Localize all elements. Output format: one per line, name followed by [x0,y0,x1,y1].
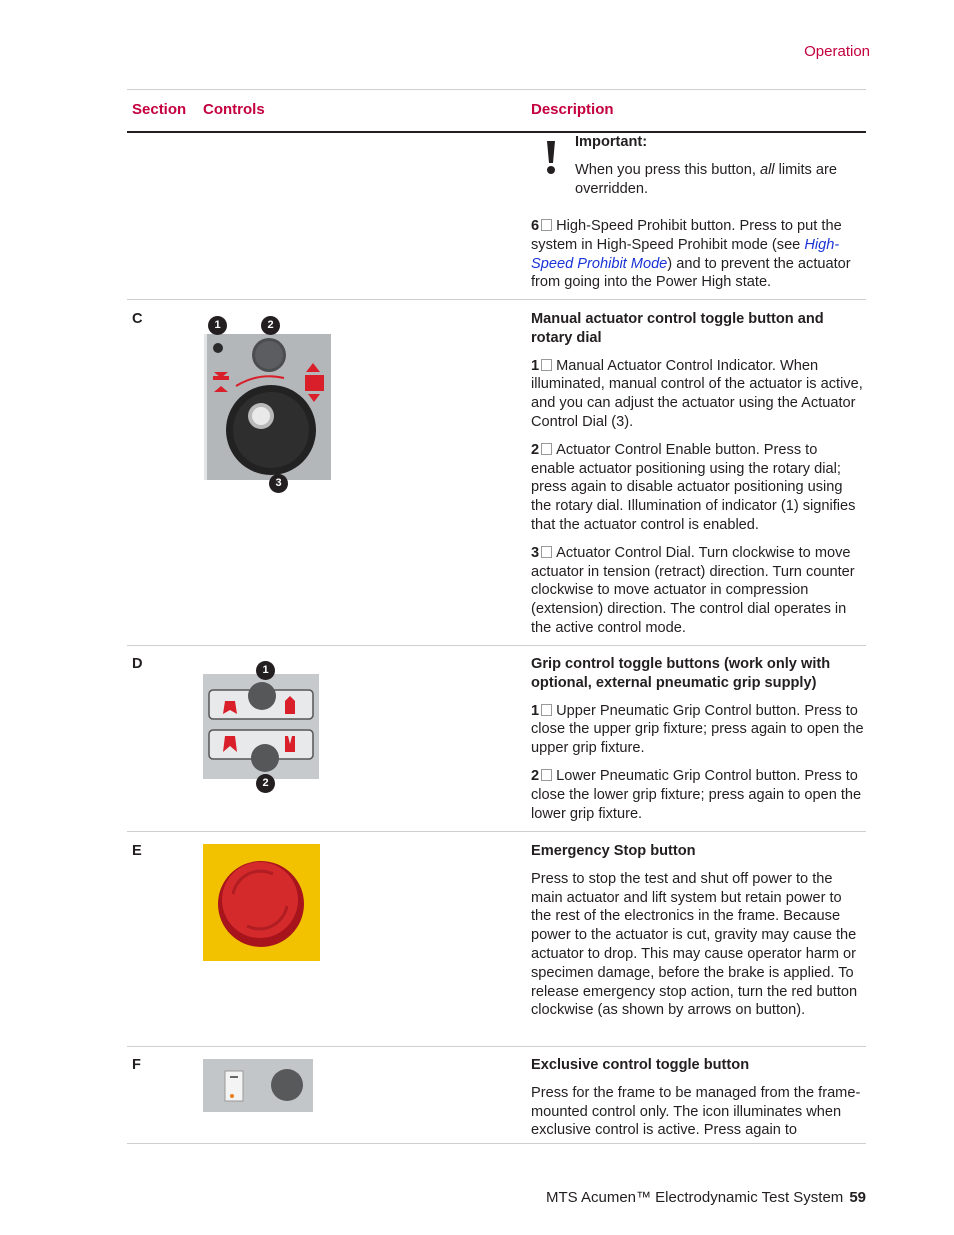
item-text: Actuator Control Enable button. Press to enable actuator positioning using the rotary dial; press again to disable actuator positioning using the rotary dial. Illumination of indicator (1) signifies that the actuator control is enabled. [531,441,856,533]
item-number: 3 [531,544,540,561]
section-f-title: Exclusive control toggle button [531,1057,750,1073]
callout-1: 1 [208,316,227,335]
section-f-text: Press for the frame to be managed from the frame-mounted control only. The icon illuminates when exclusive control is active. Press again to [531,1084,861,1139]
section-header-link[interactable]: Operation [804,43,870,60]
section-c-label: C [132,311,143,327]
item6-text-end: ) and to prevent the actuator from going into the Power High state. [531,255,851,291]
callout-2: 2 [261,316,280,335]
item-text: Actuator Control Dial. Turn clockwise to move actuator in tension (retract) direction. Turn counter clockwise to move actuator in compression (extension) direction. The control dial operates in the active control mode. [531,544,855,636]
important-text-end: limits are overridden. [575,161,837,197]
item-text: Manual Actuator Control Indicator. When illuminated, manual control of the actuator is active, and you can adjust the actuator using the Actuator Control Dial (3). [531,357,863,430]
section-e-description [531,842,865,1029]
manual-actuator-control-photo [204,334,331,480]
important-label: Important: [575,134,648,150]
table-top-rule [127,89,866,90]
item-number: 1 [531,702,540,719]
important-text: When you press this button, [575,161,760,178]
item-text: Lower Pneumatic Grip Control button. Press to close the lower grip fixture; press again to open the lower grip fixture. [531,767,862,822]
emergency-stop-photo [203,844,320,961]
column-header-description: Description [531,101,614,118]
row-divider [127,645,866,646]
important-emphasis: all [759,161,775,178]
section-f-description [531,1056,865,1149]
callout-2: 2 [256,774,275,793]
important-icon [541,139,561,183]
section-c-title: Manual actuator control toggle button and rotary dial [531,311,824,346]
callout-1: 1 [256,661,275,680]
item6-number: 6 [531,218,540,234]
item-number: 2 [531,767,540,784]
footer-product: MTS Acumen™ Electrodynamic Test System [545,1189,844,1206]
item6-description [531,217,865,301]
grip-control-photo [203,674,319,779]
section-d-title: Grip control toggle buttons (work only with optional, external pneumatic grip supply) [531,656,831,691]
item-number: 1 [531,357,540,374]
high-speed-prohibit-link[interactable]: High-Speed Prohibit Mode [531,236,840,272]
column-header-section: Section [132,101,187,118]
row-divider [127,299,866,300]
exclusive-control-photo [203,1059,313,1112]
section-d-description [531,655,865,832]
section-f-label: F [132,1057,141,1073]
table-bottom-rule [127,1143,866,1144]
important-note [575,133,865,207]
item6-text: High-Speed Prohibit button. Press to put the system in High-Speed Prohibit mode (see [531,218,842,253]
section-e-title: Emergency Stop button [531,843,696,859]
page-number: 59 [849,1189,866,1206]
item-text: Upper Pneumatic Grip Control button. Press to close the upper grip fixture; press again to open the upper grip fixture. [531,702,864,757]
section-d-label: D [132,656,143,672]
section-e-label: E [132,843,142,859]
section-c-description [531,310,865,647]
page-footer [546,1189,866,1208]
column-header-controls: Controls [203,101,265,118]
callout-3: 3 [269,474,288,493]
section-e-text: Press to stop the test and shut off power to the main actuator and lift system but retain power to the rest of the electronics in the frame. Because power to the actuator is cut, gravity may cause the actuator to drop. This may cause operator harm or specimen damage, before the brake is applied. To release emergency stop action, turn the red button clockwise (as shown by arrows on button). [531,870,858,1019]
item-number: 2 [531,441,540,458]
row-divider [127,1046,866,1047]
row-divider [127,831,866,832]
